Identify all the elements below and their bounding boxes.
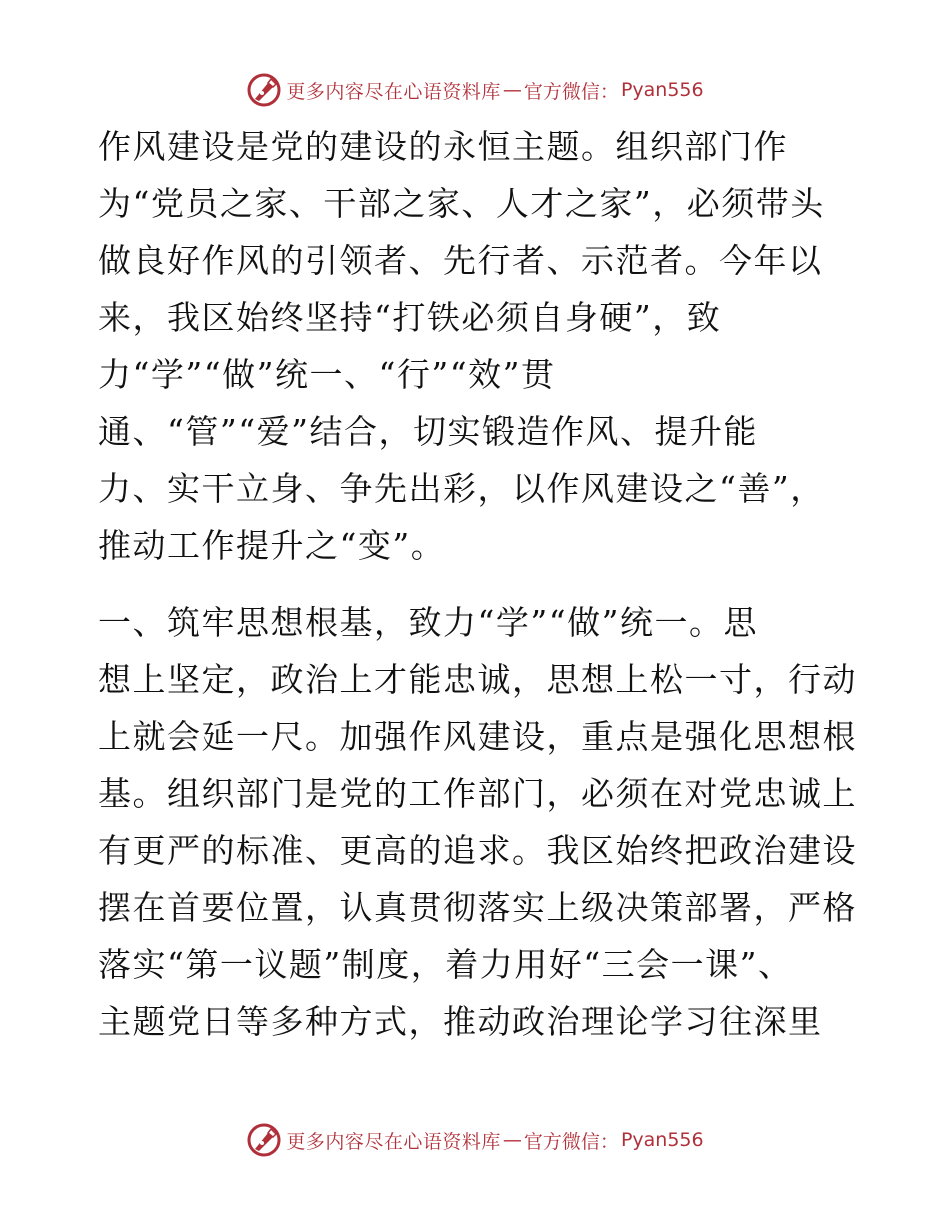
- text-line: 通、“管”“爱”结合，切实锻造作风、提升能: [98, 412, 758, 451]
- text-line: 做良好作风的引领者、先行者、示范者。今年以: [98, 241, 823, 280]
- text-line: 主题党日等多种方式，推动政治理论学习往深里: [98, 1002, 823, 1041]
- paragraph-intro: [98, 118, 858, 574]
- text-line: 力、实干立身、争先出彩，以作风建设之“善”，: [98, 469, 825, 508]
- text-line: 一、筑牢思想根基，致力“学”“做”统一。思: [98, 603, 758, 642]
- text-line: 力“学”“做”统一、“行”“效”贯: [98, 355, 556, 394]
- watermark-label: 官方微信：: [523, 1130, 619, 1153]
- watermark-wechat-id: Pyan556: [620, 79, 704, 101]
- text-line: 为“党员之家、干部之家、人才之家”，必须带头: [98, 184, 825, 223]
- header-watermark: [0, 70, 950, 110]
- document-body: [98, 118, 858, 1050]
- text-line: 摆在首要位置，认真贯彻落实上级决策部署，严格: [98, 888, 857, 927]
- watermark-label: 官方微信：: [523, 80, 619, 103]
- paragraph-section-one: [98, 594, 858, 1050]
- text-line: 想上坚定，政治上才能忠诚，思想上松一寸，行动: [98, 660, 857, 699]
- text-line: 来，我区始终坚持“打铁必须自身硬”，致: [98, 298, 722, 337]
- pen-nib-logo-icon: [246, 1122, 282, 1158]
- text-line: 落实“第一议题”制度，着力用好“三会一课”、: [98, 945, 793, 984]
- watermark-separator: —: [502, 79, 522, 101]
- watermark-site-text: 更多内容尽在心语资料库: [286, 1130, 501, 1153]
- text-line: 基。组织部门是党的工作部门，必须在对党忠诚上: [98, 774, 857, 813]
- watermark-wechat-id: Pyan556: [620, 1129, 704, 1151]
- footer-watermark: [0, 1120, 950, 1160]
- text-line: 作风建设是党的建设的永恒主题。组织部门作: [98, 127, 788, 166]
- pen-nib-logo-icon: [246, 72, 282, 108]
- text-line: 推动工作提升之“变”。: [98, 526, 446, 565]
- watermark-separator: —: [502, 1129, 522, 1151]
- watermark-site-text: 更多内容尽在心语资料库: [286, 80, 501, 103]
- text-line: 有更严的标准、更高的追求。我区始终把政治建设: [98, 831, 857, 870]
- paragraph-spacer: [98, 574, 858, 594]
- text-line: 上就会延一尺。加强作风建设，重点是强化思想根: [98, 717, 857, 756]
